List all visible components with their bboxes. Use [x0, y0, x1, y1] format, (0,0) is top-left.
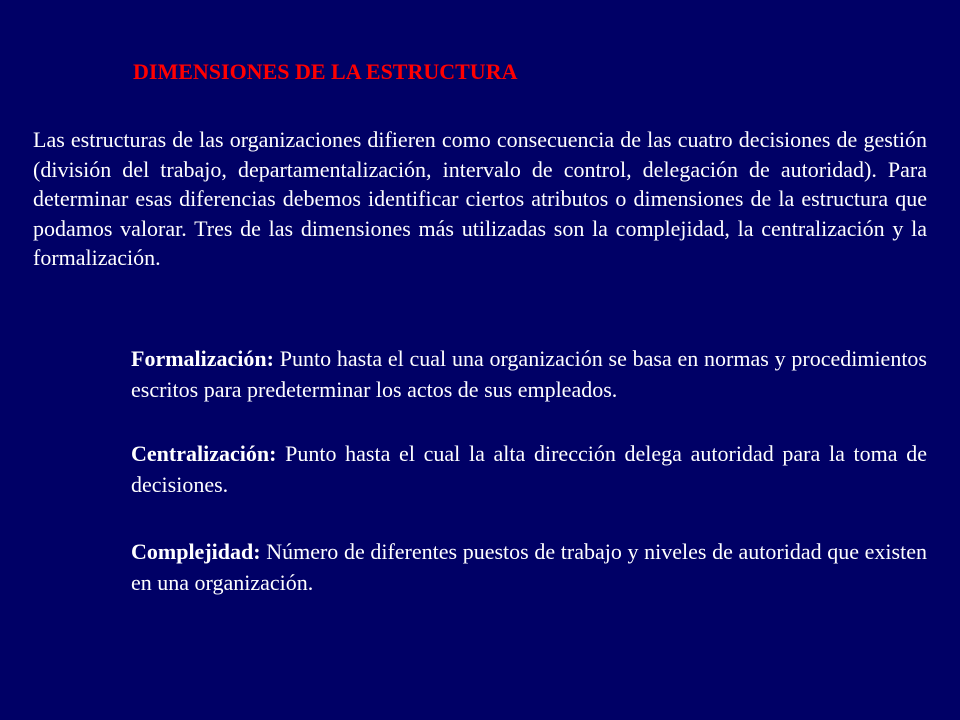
definition-term: Formalización:: [131, 346, 274, 371]
definition-text: Punto hasta el cual la alta dirección delega autoridad para la toma de decisiones.: [131, 441, 927, 497]
definition-term: Complejidad:: [131, 539, 261, 564]
definition-text: Número de diferentes puestos de trabajo y niveles de autoridad que existen en una organización.: [131, 539, 927, 595]
slide-title: DIMENSIONES DE LA ESTRUCTURA: [133, 59, 518, 84]
definition-text: Punto hasta el cual una organización se basa en normas y procedimientos escritos para predeterminar los actos de sus empleados.: [131, 346, 927, 402]
definition-complejidad: [131, 536, 927, 598]
intro-paragraph: Las estructuras de las organizaciones difieren como consecuencia de las cuatro decisiones de gestión (división del trabajo, departamentalización, intervalo de control, delegación de autoridad). Para determinar esas diferencias debemos identificar ciertos atributos o dimensiones de la estructura que podamos valorar. Tres de las dimensiones más utilizadas son la complejidad, la centralización y la formalización.: [33, 127, 927, 270]
definition-term: Centralización:: [131, 441, 277, 466]
definition-centralizacion: [131, 438, 927, 500]
definition-formalizacion: [131, 343, 927, 405]
